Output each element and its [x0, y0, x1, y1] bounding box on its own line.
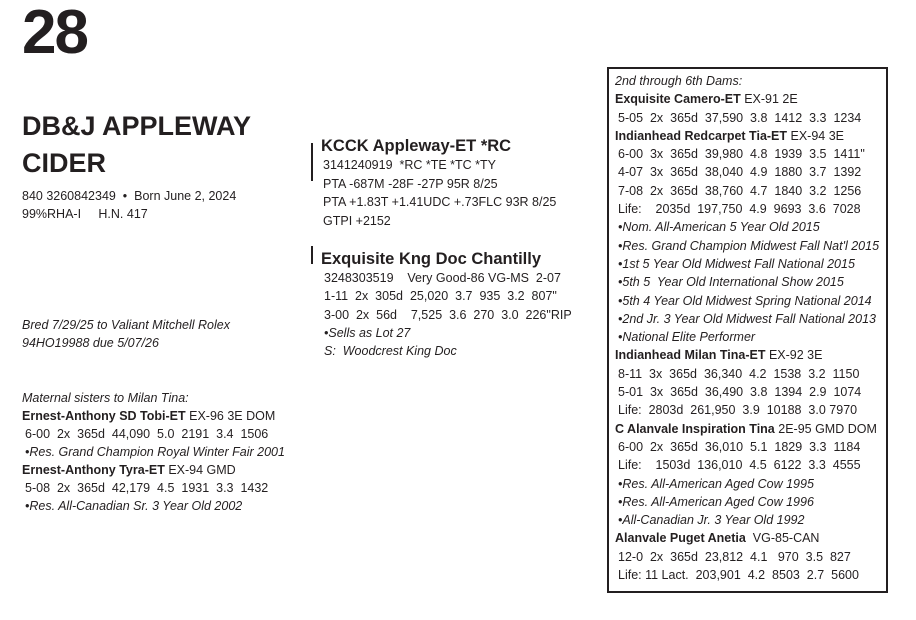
sister-entry [22, 461, 285, 515]
sister-class: EX-94 GMD [164, 463, 236, 477]
breeding-line2: 94HO19988 due 5/07/26 [22, 336, 159, 350]
dam-entry [615, 529, 885, 584]
dam-entry-record: Life: 11 Lact. 203,901 4.2 8503 2.7 5600 [618, 568, 859, 583]
animal-id-born: 840 3260842349 • Born June 2, 2024 [22, 189, 237, 203]
dam-entry-note: •Res. All-American Aged Cow 1995 [618, 476, 814, 491]
dam-entry-note: •Res. All-American Aged Cow 1996 [618, 494, 814, 509]
breeding-info [22, 316, 230, 352]
dam-entry-record: 8-11 3x 365d 36,340 4.2 1538 3.2 1150 [618, 366, 860, 381]
sister-note: •Res. Grand Champion Royal Winter Fair 2001 [25, 445, 285, 459]
animal-name-line2: CIDER [22, 148, 107, 178]
dam-entry [615, 346, 885, 419]
dam-note: •Sells as Lot 27 [324, 325, 411, 340]
dam-entry-record: Life: 2035d 197,750 4.9 9693 3.6 7028 [618, 202, 861, 217]
sister-record: 5-08 2x 365d 42,179 4.5 1931 3.3 1432 [25, 481, 269, 495]
animal-breed-hn: 99%RHA-I H.N. 417 [22, 207, 148, 221]
dams-heading: 2nd through 6th Dams: [615, 74, 743, 88]
dam-note: S: Woodcrest King Doc [324, 344, 457, 359]
sire-name: KCCK Appleway-ET *RC [321, 137, 512, 155]
animal-details [22, 187, 236, 223]
dam-entry-note: •Res. Grand Champion Midwest Fall Nat'l 2015 [618, 238, 880, 253]
dam-entry-name: Indianhead Redcarpet Tia-ET [615, 128, 788, 143]
dam-id-line: 3248303519 Very Good-86 VG-MS 2-07 [324, 271, 561, 285]
lot-number: 28 [22, 0, 87, 67]
dam-entry-record: 5-01 3x 365d 36,490 3.8 1394 2.9 1074 [618, 385, 862, 400]
dam-entry-name: Alanvale Puget Anetia [615, 531, 746, 546]
dam-entry-name: Indianhead Milan Tina-ET [615, 348, 766, 363]
animal-name-line1: DB&J APPLEWAY [22, 111, 252, 141]
dam-entry-note: •National Elite Performer [618, 330, 756, 345]
dam-entry-note: •2nd Jr. 3 Year Old Midwest Fall National 2013 [618, 311, 876, 326]
dam-entry-record: 12-0 2x 365d 23,812 4.1 970 3.5 827 [618, 549, 851, 564]
dam-bracket-line [311, 246, 313, 264]
dam-entry-record: 6-00 2x 365d 36,010 5.1 1829 3.3 1184 [618, 439, 861, 454]
dam-entry-record: 4-07 3x 365d 38,040 4.9 1880 3.7 1392 [618, 165, 862, 180]
dam-entry-record: Life: 2803d 261,950 3.9 10188 3.0 7970 [618, 403, 858, 418]
sire-bracket-line [311, 143, 313, 181]
dam-entry [615, 90, 885, 127]
dam-entry-record: 5-05 2x 365d 37,590 3.8 1412 3.3 1234 [618, 110, 862, 125]
dam-entry-class: EX-91 2E [740, 92, 798, 107]
sister-name: Ernest-Anthony Tyra-ET [22, 463, 165, 477]
sire-line: GTPI +2152 [323, 213, 391, 228]
dam-entry-record: Life: 1503d 136,010 4.5 6122 3.3 4555 [618, 458, 861, 473]
dam-record: 1-11 2x 305d 25,020 3.7 935 3.2 807" [324, 289, 557, 304]
dam-entry-record: 7-08 2x 365d 38,760 4.7 1840 3.2 1256 [618, 183, 862, 198]
dam-entry-note: •1st 5 Year Old Midwest Fall National 2015 [618, 256, 855, 271]
dam-entry [615, 420, 885, 530]
sire-block [321, 136, 556, 230]
dam-entry-note: •5th 5 Year Old International Show 2015 [618, 275, 844, 290]
breeding-line1: Bred 7/29/25 to Valiant Mitchell Rolex [22, 318, 230, 332]
dam-entry-record: 6-00 3x 365d 39,980 4.8 1939 3.5 1411" [618, 147, 865, 162]
dam-entry-class: VG-85-CAN [745, 531, 820, 546]
dam-entry-note: •All-Canadian Jr. 3 Year Old 1992 [618, 513, 805, 528]
sire-line: 3141240919 *RC *TE *TC *TY [323, 158, 497, 172]
sister-name: Ernest-Anthony SD Tobi-ET [22, 409, 186, 423]
dam-entry-note: •5th 4 Year Old Midwest Spring National 2014 [618, 293, 872, 308]
dam-entry-class: 2E-95 GMD DOM [774, 421, 877, 436]
dam-name: Exquisite Kng Doc Chantilly [321, 250, 542, 268]
dam-entry-name: C Alanvale Inspiration Tina [615, 421, 775, 436]
animal-name [22, 108, 251, 182]
dam-entry [615, 127, 885, 347]
dam-entry-name: Exquisite Camero-ET [615, 92, 741, 107]
sister-note: •Res. All-Canadian Sr. 3 Year Old 2002 [25, 499, 243, 513]
dams-list [615, 72, 885, 584]
sire-line: PTA -687M -28F -27P 95R 8/25 [323, 176, 498, 191]
dam-entry-class: EX-94 3E [787, 128, 845, 143]
sire-line: PTA +1.83T +1.41UDC +.73FLC 93R 8/25 [323, 195, 557, 209]
sister-record: 6-00 2x 365d 44,090 5.0 2191 3.4 1506 [25, 427, 269, 441]
maternal-sisters [22, 389, 285, 515]
dam-entry-note: •Nom. All-American 5 Year Old 2015 [618, 220, 820, 235]
dam-record: 3-00 2x 56d 7,525 3.6 270 3.0 226"RIP [324, 307, 572, 322]
sisters-heading: Maternal sisters to Milan Tina: [22, 391, 189, 405]
sister-class: EX-96 3E DOM [185, 409, 276, 423]
sister-entry [22, 407, 285, 461]
dam-entry-class: EX-92 3E [765, 348, 823, 363]
dam-block [321, 249, 572, 360]
